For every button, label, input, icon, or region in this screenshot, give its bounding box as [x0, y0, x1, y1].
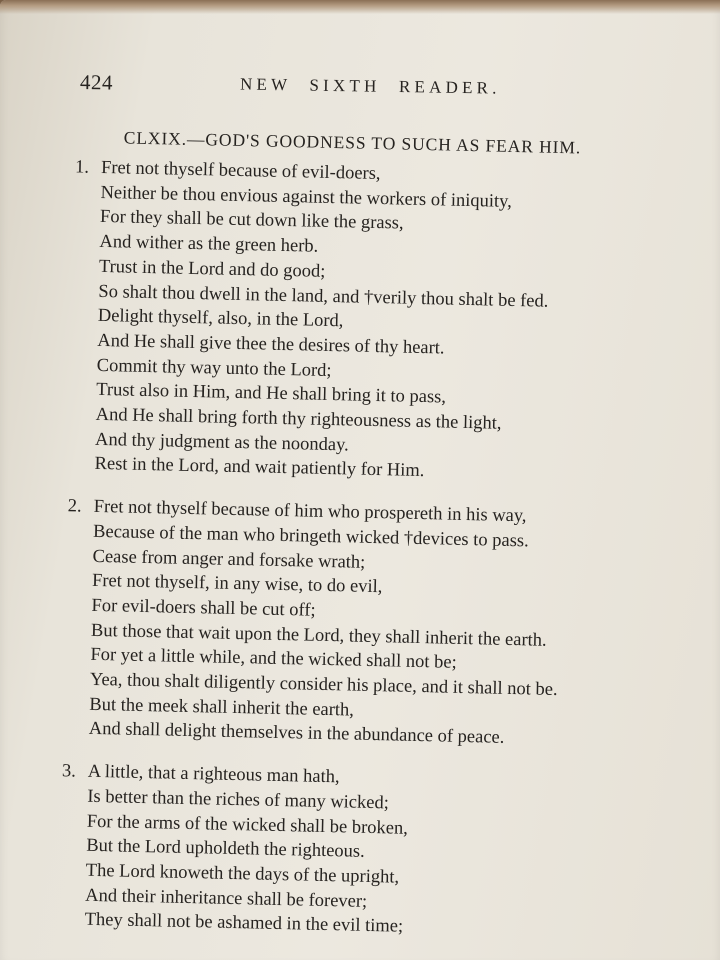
stanza-2: [45, 494, 700, 755]
lesson-title: CLXIX.—GOD'S GOODNESS TO SUCH AS FEAR HIM.: [123, 127, 582, 158]
line-text: But the Lord upholdeth the righteous.: [86, 836, 365, 863]
stanza-number: 2.: [67, 496, 82, 517]
line-text: And their inheritance shall be forever;: [85, 885, 368, 912]
stanza-3: [40, 759, 694, 946]
line-text: A little, that a righteous man hath,: [87, 761, 340, 788]
running-head: [80, 68, 690, 112]
line-text: And thy judgment as the noonday.: [94, 429, 349, 456]
line-text: But those that wait upon the Lord, they shall inherit the earth.: [90, 620, 547, 651]
stanza-number: 3.: [61, 761, 77, 782]
line-text: For evil-doers shall be cut off;: [91, 595, 316, 621]
line-text: Fret not thyself because of him who prospereth in his way,: [93, 497, 527, 527]
line-text: And He shall bring forth thy righteousness as the light,: [95, 404, 502, 434]
line-text: Delight thyself, also, in the Lord,: [97, 306, 344, 332]
line-text: Is better than the riches of many wicked;: [87, 786, 390, 814]
line-text: The Lord knoweth the days of the upright,: [85, 860, 400, 888]
line-text: Yea, thou shalt diligently consider his place, and it shall not be.: [89, 669, 558, 701]
line-text: Rest in the Lord, and wait patiently for Him.: [94, 454, 425, 482]
line-text: For yet a little while, and the wicked shall not be;: [90, 645, 457, 674]
line-text: Commit thy way unto the Lord;: [96, 355, 332, 381]
stanza-1: [50, 155, 707, 490]
line-text: And He shall give thee the desires of thy heart.: [97, 330, 445, 359]
line-text: Trust also in Him, and He shall bring it to pass,: [96, 380, 447, 408]
page-number: 424: [79, 70, 114, 95]
line-text: Neither be thou envious against the workers of iniquity,: [100, 182, 513, 212]
line-text: For the arms of the wicked shall be broken,: [86, 811, 409, 839]
line-text: Cease from anger and forsake wrath;: [92, 546, 366, 573]
line-text: For they shall be cut down like the grass,: [99, 207, 404, 234]
line-text: But the meek shall inherit the earth,: [89, 694, 355, 721]
line-text: Fret not thyself, in any wise, to do evil,: [91, 571, 383, 598]
line-text: They shall not be ashamed in the evil time;: [84, 910, 404, 938]
line-text: Because of the man who bringeth wicked †devices to pass.: [92, 521, 529, 552]
lesson-content: [40, 126, 708, 960]
line-text: So shalt thou dwell in the land, and †verily thou shalt be fed.: [98, 281, 549, 312]
page-top-edge: [0, 0, 720, 14]
line-text: And shall delight themselves in the abundance of peace.: [88, 719, 505, 749]
line-text: And wither as the green herb.: [99, 232, 319, 257]
stanza-list: [40, 155, 707, 946]
line-text: Trust in the Lord and do good;: [98, 256, 326, 282]
stanza-number: 1.: [74, 157, 90, 178]
line-text: Fret not thyself because of evil-doers,: [100, 157, 381, 185]
book-title: NEW SIXTH READER.: [239, 74, 501, 98]
